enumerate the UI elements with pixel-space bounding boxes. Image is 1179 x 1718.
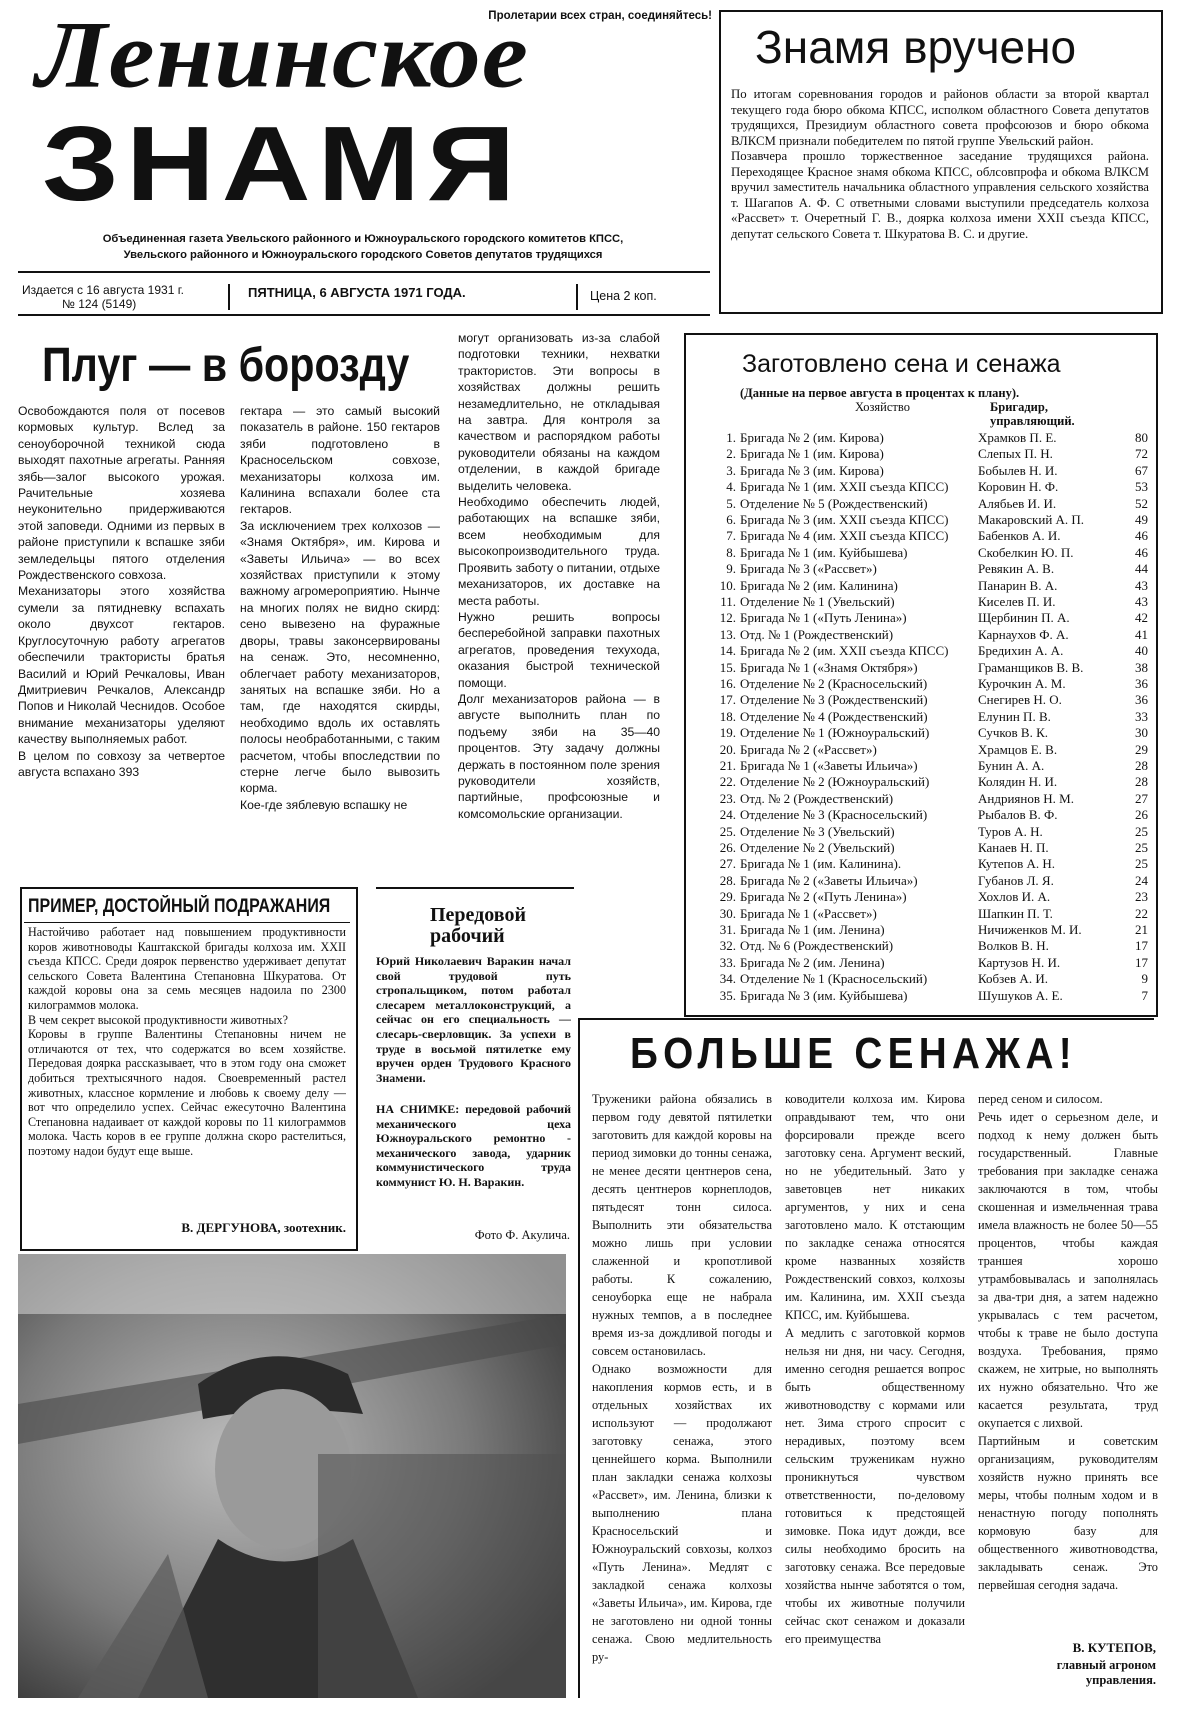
hay-row-farm: Отделение № 1 (Увельский) bbox=[740, 594, 895, 609]
silage-rule-top bbox=[578, 1018, 1154, 1020]
hay-row-number: 6. bbox=[726, 512, 736, 527]
example-title: ПРИМЕР, ДОСТОЙНЫЙ ПОДРАЖАНИЯ bbox=[28, 896, 331, 917]
hay-row-brigadier: Шушуков А. Е. bbox=[978, 987, 1063, 1003]
hay-row-number: 28. bbox=[719, 872, 736, 888]
hay-row-farm: Бригада № 3 («Рассвет») bbox=[740, 561, 877, 577]
hay-table-row bbox=[710, 660, 1150, 676]
hay-row-farm: Бригада № 2 («Рассвет») bbox=[740, 741, 877, 757]
hay-table-row bbox=[710, 430, 1150, 446]
hay-row-number: 25. bbox=[719, 823, 736, 839]
worker-body: Юрий Николаевич Варакин начал свой трудовой путь стропальщиком, потом работал слесарем металлоконструкций, а сейчас он его специальность — слесарь-сверловщик. За успехи в труде в восьмой пятилетке ему вручен орден Трудового Красного Знамени. bbox=[376, 954, 571, 1085]
hay-row-farm: Отделение № 3 (Увельский) bbox=[740, 823, 895, 839]
silage-col-1: Труженики района обязались в первом году девятой пятилетки заготовить для каждой коровы на период зимовки до тонны сенажа, не менее десяти центнеров сена, десять центнеров корнеплодов, пятьдесят тонн силоса. Выполнить эти обязательства можно лишь при условии слаженной и кропотливой работы. К сожалению, сеноуборка еще не набрала нужных темпов, а в последнее время из-за дождливой погоды и совсем остановилась. Однако возможности для накопления кормов есть, и в отдельных хозяйствах их используют — продолжают заготовку сенажа, этого ценнейшего корма. Выполнили план закладки сенажа колхозы «Рассвет», им. Ленина, близки к выполнению плана Красносельский и Южноуральский совхозы, колхоз «Путь Ленина». Медлят с закладкой сенажа колхозы «Заветы Ильича», им. Кирова, где не заготовлено ни одной тонны сенажа. Свою медлительность ру- bbox=[592, 1092, 772, 1664]
hay-row-number: 35. bbox=[719, 987, 736, 1003]
hay-row-brigadier: Рыбалов В. Ф. bbox=[978, 807, 1058, 823]
hay-row-brigadier: Губанов Л. Я. bbox=[978, 872, 1054, 888]
hay-row-number: 20. bbox=[719, 741, 736, 757]
hay-table-row bbox=[710, 922, 1150, 938]
hay-table-row bbox=[710, 791, 1150, 807]
hay-row-percent: 33 bbox=[1135, 708, 1148, 724]
hay-row-farm: Бригада № 3 (им. XXII съезда КПСС) bbox=[740, 512, 949, 527]
hay-row-number: 31. bbox=[719, 922, 736, 937]
hay-table-row bbox=[710, 709, 1150, 725]
hay-row-brigadier: Киселев П. И. bbox=[978, 594, 1056, 609]
hay-table-row bbox=[710, 742, 1150, 758]
hay-row-farm: Бригада № 2 («Путь Ленина») bbox=[740, 889, 907, 905]
hay-table-row bbox=[710, 446, 1150, 462]
hay-row-brigadier: Скобелкин Ю. П. bbox=[978, 544, 1074, 560]
hay-row-number: 12. bbox=[719, 610, 736, 626]
silage-col-2: ководители колхоза им. Кирова оправдывают тем, что они форсировали прежде всего заготовку сена. Аргумент веский, но не убедительный. Зато у заветовцев нет никаких аргументов, у них и сена заготовлено мало. К отстающим по закладке сенажа относятся кроме названных хозяйств Рождественский совхоз, колхозы им. Калинина, им. XXII съезда КПСС, им. Куйбышева. А медлить с заготовкой кормов нельзя ни дня, ни часу. Сегодня, именно сегодня решается вопрос быть общественному животноводству с кормами или нет. Зима строго спросит с нерадивых, поэтому всем сельским труженикам нужно проникнуться чувством ответственности, по-деловому готовиться к предстоящей зимовке. Пока идут дожди, все силы необходимо бросить на заготовку сенажа. Все передовые хозяйства нынче заботятся о том, чтобы их животные получили сейчас скот сенажом и доказали его преимущества bbox=[785, 1092, 965, 1646]
hay-row-number: 8. bbox=[726, 544, 736, 560]
hay-row-number: 16. bbox=[719, 676, 736, 691]
hay-row-percent: 7 bbox=[1141, 987, 1148, 1003]
hay-row-percent: 80 bbox=[1135, 430, 1148, 445]
hay-table-row bbox=[710, 725, 1150, 741]
hay-row-percent: 17 bbox=[1135, 938, 1148, 954]
worker-photo bbox=[18, 1254, 566, 1698]
masthead-divider-1 bbox=[228, 284, 230, 310]
hay-row-percent: 40 bbox=[1135, 643, 1148, 659]
hay-table-row bbox=[710, 938, 1150, 954]
hay-row-percent: 42 bbox=[1135, 610, 1148, 626]
hay-table-row bbox=[710, 463, 1150, 479]
hay-row-brigadier: Бунин А. А. bbox=[978, 758, 1045, 773]
hay-row-farm: Отделение № 2 (Красносельский) bbox=[740, 676, 928, 691]
hay-row-farm: Бригада № 1 («Знамя Октября») bbox=[740, 659, 918, 675]
hay-row-number: 4. bbox=[726, 479, 736, 495]
hay-row-brigadier: Храмков П. Е. bbox=[978, 430, 1057, 445]
hay-row-brigadier: Курочкин А. М. bbox=[978, 676, 1066, 691]
issue-date: ПЯТНИЦА, 6 АВГУСТА 1971 ГОДА. bbox=[248, 285, 466, 300]
banner-title: Знамя вручено bbox=[755, 21, 1077, 73]
hay-row-farm: Бригада № 1 (им. XXII съезда КПСС) bbox=[740, 479, 949, 495]
hay-row-farm: Бригада № 1 («Рассвет») bbox=[740, 905, 877, 921]
hay-row-number: 7. bbox=[726, 528, 736, 544]
hay-row-brigadier: Снегирев Н. О. bbox=[978, 692, 1062, 708]
hay-row-percent: 44 bbox=[1135, 561, 1148, 577]
issue-number: № 124 (5149) bbox=[62, 297, 137, 311]
hay-row-brigadier: Канаев Н. П. bbox=[978, 840, 1049, 855]
hay-row-number: 9. bbox=[726, 561, 736, 577]
hay-row-percent: 17 bbox=[1135, 954, 1148, 970]
hay-row-brigadier: Колядин Н. И. bbox=[978, 774, 1058, 790]
masthead-rule-top bbox=[18, 271, 710, 273]
plough-col-1: Освобождаются поля от посевов кормовых культур. Вслед за сеноуборочной техникой сюда выходят пахотные агрегаты. Ранняя зябь—залог высокого урожая. Рачительные хозяева неуконительно придерживаются этой заповеди. Одними из первых в районе приступили к вспашке зяби земледельцы пятого отделения Рождественского совхоза. Механизаторы этого хозяйства сумели за пятидневку вспахать около двухсот гектаров. Круглосуточную работу агрегатов обеспечили трактористы братья Василий и Юрий Речкаловы, Иван Дмитриевич Речкалов, Александр Попов и Николай Чеснидов. Особое внимание механизаторы уделяют качеству выполняемых работ. В целом по совхозу за четвертое августа вспахано 393 bbox=[18, 404, 225, 779]
hay-row-brigadier: Карнаухов Ф. А. bbox=[978, 626, 1069, 642]
hay-row-percent: 28 bbox=[1135, 758, 1148, 773]
hay-row-farm: Отделение № 1 (Красносельский) bbox=[740, 971, 928, 987]
hay-table-row bbox=[710, 889, 1150, 905]
hay-row-brigadier: Елунин П. В. bbox=[978, 708, 1051, 724]
hay-row-number: 17. bbox=[719, 692, 736, 708]
hay-row-number: 15. bbox=[719, 659, 736, 675]
hay-table-row bbox=[710, 676, 1150, 692]
silage-title: БОЛЬШЕ СЕНАЖА! bbox=[630, 1029, 1077, 1078]
hay-row-brigadier: Ревякин А. В. bbox=[978, 561, 1055, 577]
hay-table-row bbox=[710, 873, 1150, 889]
hay-row-number: 29. bbox=[719, 889, 736, 905]
hay-row-farm: Бригада № 1 (им. Куйбышева) bbox=[740, 544, 908, 560]
photo-credit: Фото Ф. Акулича. bbox=[474, 1228, 570, 1242]
hay-row-percent: 27 bbox=[1135, 790, 1148, 806]
hay-table-row bbox=[710, 971, 1150, 987]
example-body: Настойчиво работает над повышением продуктивности коров животноводы Каштакской бригады колхоза им. XXII съезда КПСС. Среди доярок первенство удерживает депутат сельского Совета Валентина Степановна Шкуратова. От каждой коровы она за семь месяцев надоила по 2300 килограммов молока. В чем секрет высокой продуктивности животных? Коровы в группе Валентины Степановны ничем не отличаются от тех, что содержатся во всем хозяйстве. Передовая доярка рассказывает, что в этом году она сможет добиться трехтысячного надоя. Своевременный растел животных, классное кормление и любовь к своему делу — вот что определило успех. Сейчас ежесуточно Валентина Степановна надаивает от каждой коровы по 11 килограммов молока. Часть коров в ее группе должна скоро растелиться, поэтому надои будут еще выше. bbox=[28, 925, 346, 1158]
hay-row-number: 11. bbox=[720, 594, 736, 609]
hay-row-farm: Отделение № 2 (Увельский) bbox=[740, 840, 895, 855]
hay-row-farm: Отд. № 6 (Рождественский) bbox=[740, 938, 894, 954]
masthead-divider-2 bbox=[576, 284, 578, 310]
hay-row-brigadier: Волков В. Н. bbox=[978, 938, 1049, 954]
banner-body: По итогам соревнования городов и районов области за второй квартал текущего года бюро обкома КПСС, исполком областного Совета депутатов трудящихся, Президиум областного совета профсоюзов и бюро обкома ВЛКСМ признали победителем по пятой группе Увельский район. Позавчера прошло торжественное заседание трудящихся района. Переходящее Красное знамя обкома КПСС, облсовпрофа и обкома ВЛКСМ вручил заместитель начальника областного управления сельского хозяйства т. Шагапов А. Ф. С ответными словами выступили председатель колхоза «Рассвет» т. Очеретный Г. В., доярка колхоза имени XXII съезда КПСС, депутат сельского Совета т. Шкуратова В. С. и другие. bbox=[731, 87, 1149, 241]
hay-row-brigadier: Сучков В. К. bbox=[978, 725, 1049, 741]
hay-table-row bbox=[710, 824, 1150, 840]
hay-row-brigadier: Щербинин П. А. bbox=[978, 610, 1070, 626]
example-author: В. ДЕРГУНОВА, зоотехник. bbox=[181, 1220, 346, 1235]
hay-row-farm: Бригада № 3 (им. Куйбышева) bbox=[740, 987, 908, 1003]
hay-table-row bbox=[710, 758, 1150, 774]
price: Цена 2 коп. bbox=[590, 289, 657, 303]
hay-table-row bbox=[710, 955, 1150, 971]
hay-row-farm: Отд. № 1 (Рождественский) bbox=[740, 626, 894, 642]
hay-row-number: 34. bbox=[719, 971, 736, 987]
hay-row-percent: 25 bbox=[1135, 823, 1148, 839]
hay-row-farm: Бригада № 2 (им. Кирова) bbox=[740, 430, 884, 445]
silage-author: В. КУТЕПОВ, bbox=[1072, 1640, 1156, 1655]
hay-table-row bbox=[710, 610, 1150, 626]
hay-table-row bbox=[710, 512, 1150, 528]
hay-row-brigadier: Коровин Н. Ф. bbox=[978, 479, 1059, 495]
worker-title: Передовой рабочий bbox=[430, 904, 526, 947]
hay-row-percent: 36 bbox=[1135, 676, 1148, 691]
hay-row-number: 14. bbox=[719, 643, 736, 659]
hay-row-number: 22. bbox=[719, 774, 736, 790]
hay-table-row bbox=[710, 840, 1150, 856]
masthead-title-line1: Ленинское bbox=[36, 2, 529, 108]
hay-row-brigadier: Храмцов Е. В. bbox=[978, 741, 1058, 757]
hay-row-percent: 72 bbox=[1135, 446, 1148, 462]
hay-row-percent: 43 bbox=[1135, 594, 1148, 609]
hay-table-row bbox=[710, 578, 1150, 594]
hay-table-row bbox=[710, 774, 1150, 790]
hay-row-percent: 30 bbox=[1135, 725, 1148, 741]
plough-col-3: могут организовать из-за слабой подготовки техники, нехватки трактористов. Эти вопросы в хозяйствах должны решить незамедлительно, не откладывая на завтра. Для контроля за качеством и распорядком работы руководители обязаны на каждом отделении, в каждой бригаде выделить человека. Необходимо обеспечить людей, работающих на вспашке зяби, всем необходимым для высокопроизводительного труда. Проявить заботу о питании, отдыхе механизаторов, их доставке на места работы. Нужно решить вопросы бесперебойной заправки пахотных агрегатов, проведения техухода, оказания быстрой технической помощи. Долг механизаторов района — в августе выполнить план по подъему зяби на 35—40 процентов. Эту задачу должны держать в постоянном поле зрения руководители хозяйств, партийные, профсоюзные и комсомольские организации. bbox=[458, 331, 660, 821]
hay-row-number: 5. bbox=[726, 495, 736, 511]
hay-row-farm: Бригада № 2 (им. Ленина) bbox=[740, 954, 885, 970]
hay-row-brigadier: Андриянов Н. М. bbox=[978, 790, 1074, 806]
hay-row-brigadier: Бобылев Н. И. bbox=[978, 462, 1058, 478]
hay-row-percent: 53 bbox=[1135, 479, 1148, 495]
hay-row-farm: Бригада № 3 (им. Кирова) bbox=[740, 462, 884, 478]
hay-row-number: 26. bbox=[719, 840, 736, 855]
hay-row-number: 23. bbox=[719, 790, 736, 806]
hay-row-percent: 9 bbox=[1141, 971, 1148, 987]
hay-table-subtitle: (Данные на первое августа в процентах к плану). bbox=[740, 386, 1020, 400]
hay-row-percent: 24 bbox=[1135, 872, 1148, 888]
hay-row-farm: Отделение № 5 (Рождественский) bbox=[740, 495, 928, 511]
hay-row-brigadier: Граманщиков В. В. bbox=[978, 659, 1084, 675]
hay-row-percent: 25 bbox=[1135, 856, 1148, 872]
masthead-subtitle: Объединенная газета Увельского районного и Южноуральского городского комитетов КПСС, Увельского районного и Южноуральского городского Советов депутатов трудящихся bbox=[102, 233, 624, 261]
hay-table-row bbox=[710, 545, 1150, 561]
hay-row-percent: 29 bbox=[1135, 741, 1148, 757]
masthead-rule-bottom bbox=[18, 314, 710, 316]
worker-photo-image bbox=[18, 1254, 566, 1698]
hay-row-number: 32. bbox=[719, 938, 736, 954]
hay-row-brigadier: Кутепов А. Н. bbox=[978, 856, 1056, 872]
hay-row-percent: 46 bbox=[1135, 544, 1148, 560]
hay-row-farm: Отделение № 2 (Южноуральский) bbox=[740, 774, 930, 790]
hay-table-row bbox=[710, 692, 1150, 708]
plough-title: Плуг — в борозду bbox=[42, 339, 410, 392]
worker-rule bbox=[376, 887, 574, 889]
hay-row-percent: 25 bbox=[1135, 840, 1148, 855]
silage-col-3: перед сеном и силосом. Речь идет о серьезном деле, и подход к нему должен быть государственный. Главные требования при закладке сенажа заключаются в том, чтобы скошенная и измельченная трава имела влажность не более 50—55 процентов, чтобы каждая траншея хорошо утрамбовывалась и заполнялась за два-три дня, а затем надежно укрывалась с тем расчетом, чтобы к траве не было доступа воздуха. Требования, прямо скажем, не хитрые, но выполнять их нужно обязательно. Что же касается результата, труд окупается с лихвой. Партийным и советским организациям, руководителям хозяйств нужно принять все меры, чтобы полным ходом и в ненастную погоду пополнять кормовую базу для общественного животноводства, закладывать сенаж. Это первейшая сегодня задача. bbox=[978, 1092, 1158, 1592]
hay-row-percent: 43 bbox=[1135, 577, 1148, 593]
hay-row-number: 19. bbox=[719, 725, 736, 741]
hay-row-brigadier: Картузов Н. И. bbox=[978, 954, 1061, 970]
hay-row-number: 3. bbox=[726, 462, 736, 478]
hay-row-number: 21. bbox=[719, 758, 736, 773]
hay-row-number: 2. bbox=[726, 446, 736, 462]
hay-row-brigadier: Туров А. Н. bbox=[978, 823, 1043, 839]
hay-row-farm: Бригада № 1 («Путь Ленина») bbox=[740, 610, 907, 626]
hay-row-farm: Отделение № 3 (Рождественский) bbox=[740, 692, 928, 708]
hay-row-brigadier: Слепых П. Н. bbox=[978, 446, 1053, 462]
hay-row-number: 1. bbox=[726, 430, 736, 445]
hay-table-row bbox=[710, 807, 1150, 823]
hay-table-row bbox=[710, 479, 1150, 495]
hay-row-farm: Отд. № 2 (Рождественский) bbox=[740, 790, 894, 806]
hay-table-col-brigadier: Бригадир, управляющий. bbox=[990, 400, 1075, 428]
hay-row-farm: Бригада № 4 (им. XXII съезда КПСС) bbox=[740, 528, 949, 544]
hay-row-farm: Отделение № 4 (Рождественский) bbox=[740, 708, 928, 724]
hay-row-percent: 22 bbox=[1135, 905, 1148, 921]
hay-row-farm: Бригада № 2 (им. XXII съезда КПСС) bbox=[740, 643, 949, 659]
hay-row-farm: Бригада № 2 («Заветы Ильича») bbox=[740, 872, 918, 888]
hay-row-number: 13. bbox=[719, 626, 736, 642]
hay-row-farm: Бригада № 1 (им. Калинина). bbox=[740, 856, 902, 872]
hay-row-percent: 67 bbox=[1135, 462, 1148, 478]
hay-row-number: 18. bbox=[719, 708, 736, 724]
hay-row-farm: Бригада № 1 (им. Ленина) bbox=[740, 922, 885, 937]
hay-table-row bbox=[710, 561, 1150, 577]
silage-author-role: главный агроном управления. bbox=[1056, 1658, 1156, 1687]
hay-row-brigadier: Кобзев А. И. bbox=[978, 971, 1048, 987]
hay-row-number: 10. bbox=[719, 577, 736, 593]
since-date: Издается с 16 августа 1931 г. bbox=[22, 283, 184, 297]
slogan: Пролетарии всех стран, соединяйтесь! bbox=[488, 10, 712, 22]
hay-row-brigadier: Ничиженков М. И. bbox=[978, 922, 1082, 937]
hay-row-brigadier: Бредихин А. А. bbox=[978, 643, 1064, 659]
hay-table-title: Заготовлено сена и сенажа bbox=[742, 350, 1061, 378]
hay-row-farm: Бригада № 1 (им. Кирова) bbox=[740, 446, 884, 462]
hay-row-brigadier: Макаровский А. П. bbox=[978, 512, 1085, 527]
hay-row-farm: Бригада № 2 (им. Калинина) bbox=[740, 577, 898, 593]
hay-row-brigadier: Панарин В. А. bbox=[978, 577, 1058, 593]
hay-row-percent: 41 bbox=[1135, 626, 1148, 642]
hay-row-farm: Отделение № 1 (Южноуральский) bbox=[740, 725, 930, 741]
hay-row-percent: 26 bbox=[1135, 807, 1148, 823]
hay-row-percent: 38 bbox=[1135, 659, 1148, 675]
hay-row-number: 30. bbox=[719, 905, 736, 921]
hay-table-row bbox=[710, 906, 1150, 922]
hay-table-row bbox=[710, 643, 1150, 659]
hay-table-row bbox=[710, 856, 1150, 872]
hay-row-percent: 36 bbox=[1135, 692, 1148, 708]
hay-row-percent: 23 bbox=[1135, 889, 1148, 905]
hay-row-brigadier: Алябьев И. И. bbox=[978, 495, 1057, 511]
hay-table-rows bbox=[710, 430, 1150, 1010]
hay-table-row bbox=[710, 594, 1150, 610]
plough-col-2: гектара — это самый высокий показатель в районе. 150 гектаров зяби подготовлено в Красносельском совхозе, механизаторы колхоза им. Калинина вспахали более ста гектаров. За исключением трех колхозов — «Знамя Октября», им. Кирова и «Заветы Ильича» — во всех хозяйствах приступили к этому важному агромероприятию. Нынче на многих полях не видно скирд: сено вывезено на фуражные дворы, травы законсервированы на сенаж. Это, несомненно, облегчает работу механизаторов, занятых на вспашке зяби. Но а там, где находятся скирды, необходимо вдоль их оставлять полосы необработанными, с таким расчетом, чтобы впоследствии по стерне легче было вывозить корма. Кое-где зяблевую вспашку не bbox=[240, 404, 440, 812]
hay-row-brigadier: Бабенков А. И. bbox=[978, 528, 1061, 544]
hay-table-col-farm: Хозяйство bbox=[855, 400, 910, 414]
hay-row-percent: 46 bbox=[1135, 528, 1148, 544]
hay-table-row bbox=[710, 627, 1150, 643]
silage-rule-left bbox=[578, 1018, 580, 1698]
hay-row-brigadier: Хохлов И. А. bbox=[978, 889, 1051, 905]
hay-row-number: 27. bbox=[719, 856, 736, 872]
masthead-title-line2: ЗНАМЯ bbox=[42, 105, 523, 223]
hay-table-row bbox=[710, 528, 1150, 544]
example-title-rule bbox=[24, 922, 350, 923]
hay-row-percent: 52 bbox=[1135, 495, 1148, 511]
hay-row-percent: 28 bbox=[1135, 774, 1148, 790]
hay-row-number: 33. bbox=[719, 954, 736, 970]
worker-caption: НА СНИМКЕ: передовой рабочий механического цеха Южноуральского ремонтно - механического завода, ударник коммунистического труда коммунист Ю. Н. Варакин. bbox=[376, 1102, 571, 1189]
hay-row-farm: Бригада № 1 («Заветы Ильича») bbox=[740, 758, 918, 773]
hay-row-percent: 49 bbox=[1135, 512, 1148, 527]
hay-table-row bbox=[710, 496, 1150, 512]
hay-row-number: 24. bbox=[719, 807, 736, 823]
hay-row-farm: Отделение № 3 (Красносельский) bbox=[740, 807, 928, 823]
hay-row-brigadier: Шапкин П. Т. bbox=[978, 905, 1053, 921]
hay-table-row bbox=[710, 988, 1150, 1004]
hay-row-percent: 21 bbox=[1135, 922, 1148, 937]
